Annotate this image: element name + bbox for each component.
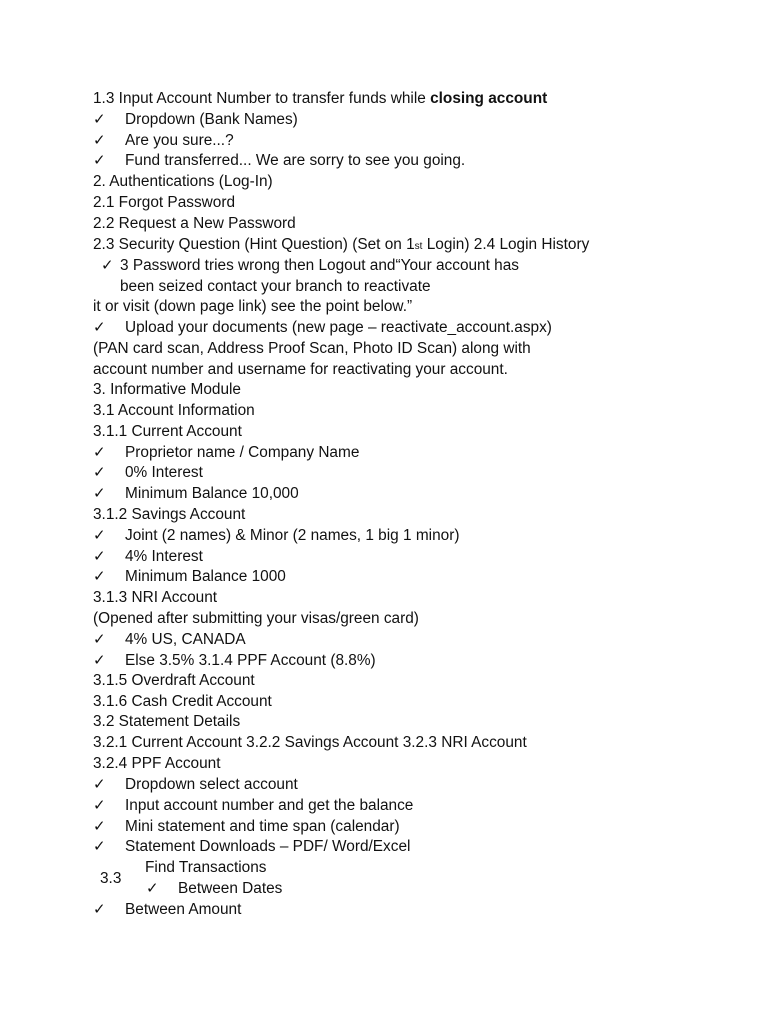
line-text: 2.3 Security Question (Hint Question) (Set on 1 xyxy=(93,236,415,253)
text-line: account number and username for reactivating your account. xyxy=(93,361,508,378)
text-line: 3.2.4 PPF Account xyxy=(93,755,221,772)
text-line: 2.1 Forgot Password xyxy=(93,194,236,211)
text-line: 3.2.1 Current Account 3.2.2 Savings Account 3.2.3 NRI Account xyxy=(93,734,527,751)
check-icon: ✓ xyxy=(93,443,106,461)
check-icon: ✓ xyxy=(93,775,106,793)
check-icon: ✓ xyxy=(93,131,106,149)
item-text: 4% US, CANADA xyxy=(125,631,246,648)
superscript-text: st xyxy=(414,241,423,252)
item-text: Else 3.5% 3.1.4 PPF Account (8.8%) xyxy=(125,652,376,669)
item-text: 4% Interest xyxy=(125,548,203,565)
text-line: been seized contact your branch to reactivate xyxy=(120,278,431,295)
line-text: Login) 2.4 Login History xyxy=(422,236,590,253)
item-text: Proprietor name / Company Name xyxy=(125,444,360,461)
check-icon: ✓ xyxy=(93,796,106,814)
text-line: Find Transactions xyxy=(145,859,267,876)
text-line: 3.1 Account Information xyxy=(93,402,255,419)
item-text: 0% Interest xyxy=(125,464,203,481)
text-line: 3.1.2 Savings Account xyxy=(93,506,246,523)
check-icon: ✓ xyxy=(93,463,106,481)
item-text: Minimum Balance 10,000 xyxy=(125,485,299,502)
item-text: Are you sure...? xyxy=(125,132,234,149)
check-icon: ✓ xyxy=(93,837,106,855)
text-line: 3.1.3 NRI Account xyxy=(93,589,218,606)
text-line: 3.1.5 Overdraft Account xyxy=(93,672,255,689)
text-line: 3.1.1 Current Account xyxy=(93,423,242,440)
text-line: (Opened after submitting your visas/green card) xyxy=(93,610,419,627)
check-icon: ✓ xyxy=(146,879,159,897)
check-icon: ✓ xyxy=(93,817,106,835)
item-text: Dropdown select account xyxy=(125,776,298,793)
check-icon: ✓ xyxy=(93,567,106,585)
item-text: Statement Downloads – PDF/ Word/Excel xyxy=(125,838,411,855)
check-icon: ✓ xyxy=(93,318,106,336)
check-icon: ✓ xyxy=(93,110,106,128)
item-text: Fund transferred... We are sorry to see you going. xyxy=(125,152,466,169)
item-text: Input account number and get the balance xyxy=(125,797,414,814)
item-text: Between Amount xyxy=(125,901,242,918)
item-text: Dropdown (Bank Names) xyxy=(125,111,298,128)
text-line: 2. Authentications (Log-In) xyxy=(93,173,273,190)
check-icon: ✓ xyxy=(93,151,106,169)
section-number: 3.3 xyxy=(100,870,122,887)
item-text: Minimum Balance 1000 xyxy=(125,568,286,585)
text-line xyxy=(93,88,547,109)
text-line: 3.1.6 Cash Credit Account xyxy=(93,693,272,710)
item-text: Upload your documents (new page – reactivate_account.aspx) xyxy=(125,319,552,336)
item-text: Between Dates xyxy=(178,880,283,897)
item-text: Mini statement and time span (calendar) xyxy=(125,818,400,835)
text-line: 3.2 Statement Details xyxy=(93,713,241,730)
text-line: (PAN card scan, Address Proof Scan, Photo ID Scan) along with xyxy=(93,340,531,357)
text-line: 3. Informative Module xyxy=(93,381,241,398)
text-line xyxy=(93,234,589,255)
check-icon: ✓ xyxy=(93,630,106,648)
check-icon: ✓ xyxy=(93,484,106,502)
text-line: 2.2 Request a New Password xyxy=(93,215,296,232)
item-text: 3 Password tries wrong then Logout and“Your account has xyxy=(120,257,519,274)
item-text: Joint (2 names) & Minor (2 names, 1 big 1 minor) xyxy=(125,527,460,544)
check-icon: ✓ xyxy=(93,651,106,669)
check-icon: ✓ xyxy=(93,900,106,918)
check-icon: ✓ xyxy=(101,256,114,274)
text-line: it or visit (down page link) see the point below.” xyxy=(93,298,413,315)
check-icon: ✓ xyxy=(93,547,106,565)
bold-text: closing account xyxy=(430,90,548,107)
line-text: 1.3 Input Account Number to transfer funds while xyxy=(93,90,431,107)
check-icon: ✓ xyxy=(93,526,106,544)
